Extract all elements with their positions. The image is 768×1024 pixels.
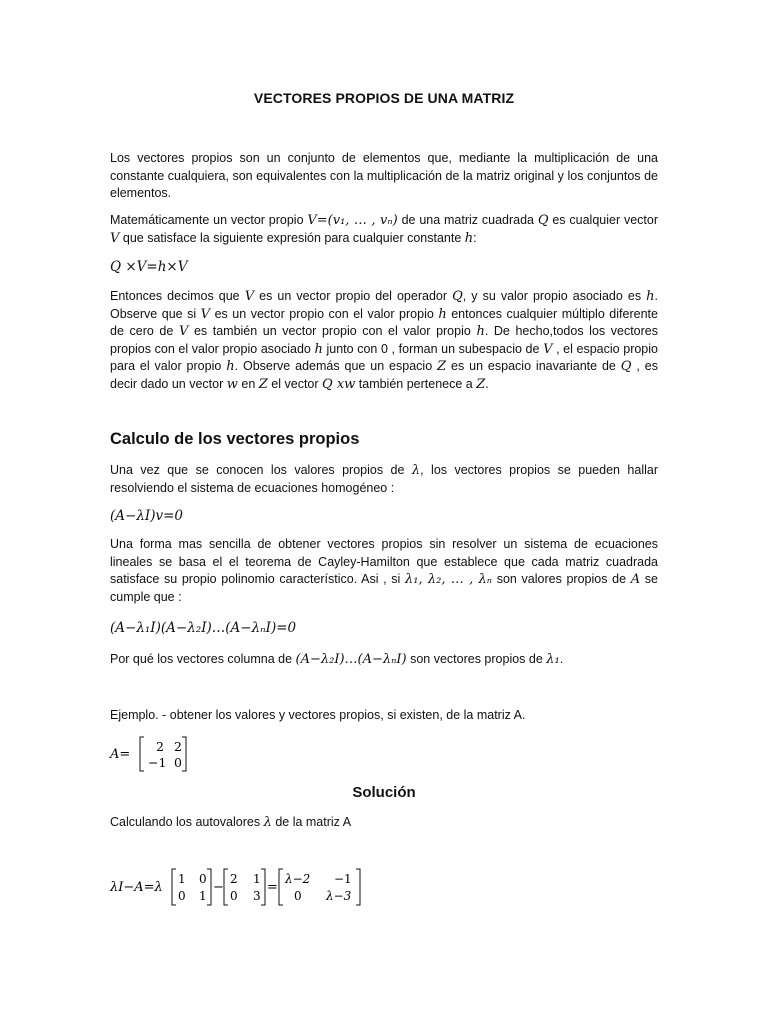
math-symbol: Z — [476, 376, 486, 392]
text: junto con 0 , forman un subespacio de — [326, 341, 540, 356]
matrix-cell: 0 — [294, 889, 302, 903]
vector-expression: V=(v₁, … , vₙ) — [307, 213, 398, 228]
text: Una forma mas sencilla de obtener vectores propios sin resolver un sistema de ecuaciones lineales se basa el el teorema de Cayley-Hamilton que establece que cada matriz cuadrada satisface su propio polinomio característico. Asi , si — [110, 537, 658, 587]
text: son valores propios de — [496, 572, 627, 587]
text: Una vez que se conocen los valores propios de — [110, 463, 405, 477]
math-symbol: h — [464, 230, 474, 246]
matrix-cell: 0 — [174, 755, 182, 770]
paragraph-example: Ejemplo. - obtener los valores y vectores propios, si existen, de la matriz A. — [110, 708, 526, 722]
text: de la matriz A — [275, 815, 352, 829]
math-symbol: A — [630, 572, 641, 588]
matrix-cell: 0 — [230, 889, 238, 903]
math-symbol: h — [226, 359, 235, 375]
text: . De hecho,todos los vectores propios con el valor propio asociado — [110, 324, 658, 356]
math-symbol: V — [178, 324, 189, 340]
text: : — [473, 230, 477, 245]
text: . — [559, 652, 564, 666]
matrix-cell: 1 — [199, 889, 207, 903]
paragraph-homogeneous — [110, 462, 658, 497]
text: es un vector propio del operador — [259, 289, 448, 303]
matrix-cell: 0 — [199, 872, 207, 886]
matrix-cell: 3 — [253, 889, 261, 903]
matrix-cell: 1 — [253, 872, 261, 886]
text: , los vectores propios se pueden hallar resolviendo el sistema de ecuaciones homogéneo : — [110, 463, 658, 495]
math-symbol: Q — [537, 213, 549, 228]
text: es un vector propio con el valor propio — [214, 306, 434, 321]
left-bracket — [279, 869, 283, 905]
matrix-cell: λ−3 — [326, 889, 352, 903]
matrix-cell: −1 — [148, 755, 167, 770]
math-symbol: (A−λ₂I)…(A−λₙI) — [295, 652, 407, 667]
math-symbol: λ₁, λ₂, … , λₙ — [405, 572, 493, 588]
math-symbol: λ — [411, 463, 421, 478]
solution-heading: Solución — [352, 784, 416, 801]
text: Calculando los autovalores — [110, 815, 261, 829]
text: . Observe además que un espacio — [234, 359, 433, 374]
math-symbol: V — [200, 306, 211, 322]
math-symbol: V — [543, 341, 553, 357]
matrix-cell: λ−2 — [285, 872, 311, 886]
math-symbol: Z — [258, 376, 268, 392]
text: , y su valor propio asociado es — [462, 289, 642, 303]
matrix-cell: 1 — [178, 872, 186, 886]
math-symbol: Q — [620, 359, 632, 375]
equation-product: (A−λ₁I)(A−λ₂I)…(A−λₙI)=0 — [110, 620, 297, 636]
text: . — [485, 376, 489, 391]
equals-sign: = — [267, 880, 278, 895]
matrix-a-label: A= — [110, 747, 131, 762]
text: . Observe que si — [110, 289, 658, 321]
right-bracket — [182, 737, 186, 771]
text: es un espacio inavariante de — [451, 359, 616, 374]
text: también pertenece a — [358, 376, 473, 391]
paragraph-columns — [110, 651, 658, 669]
matrix-cell: −1 — [334, 872, 352, 886]
matrix-cell: 2 — [230, 872, 238, 886]
text: se cumple que : — [110, 572, 658, 604]
text: en — [241, 376, 256, 391]
section-heading: Calculo de los vectores propios — [110, 430, 360, 448]
text: que satisface la siguiente expresión para cualquier constante — [122, 230, 462, 245]
math-symbol: w — [226, 376, 238, 392]
equation-homogeneous: (A−λI)v=0 — [110, 508, 184, 524]
text: Por qué los vectores columna de — [110, 652, 293, 666]
math-symbol: h — [646, 289, 655, 304]
left-bracket — [224, 869, 228, 905]
equation-lhs: λI−A=λ — [110, 880, 163, 895]
text: es también un vector propio con el valor propio — [193, 324, 471, 339]
paragraph-definition — [110, 212, 658, 247]
left-bracket — [172, 869, 176, 905]
paragraph-intro: Los vectores propios son un conjunto de elementos que, mediante la multiplicación de una constante cualquiera, son equivalentes con la multiplicación de la matriz original y los conjuntos de elementos. — [110, 151, 658, 201]
text: de una matriz cuadrada — [401, 213, 534, 227]
text: es cualquier vector — [552, 213, 658, 227]
math-symbol: h — [476, 324, 485, 340]
paragraph-cayley-hamilton — [110, 536, 658, 606]
math-symbol: λ — [263, 815, 272, 830]
right-bracket — [261, 869, 265, 905]
right-bracket — [207, 869, 211, 905]
page-title: VECTORES PROPIOS DE UNA MATRIZ — [253, 90, 515, 106]
math-symbol: Z — [437, 359, 447, 375]
text: Entonces decimos que — [110, 289, 240, 303]
equation-characteristic — [108, 866, 378, 908]
text: , el espacio propio para el valor propio — [110, 341, 658, 374]
text: entonces cualquier múltiplo diferente de cero de — [110, 306, 658, 339]
math-symbol: Q xw — [322, 376, 356, 392]
math-symbol: V — [110, 230, 120, 246]
matrix-cell: 0 — [178, 889, 186, 903]
math-symbol: λ₁ — [546, 652, 560, 667]
matrix-cell: 2 — [174, 739, 182, 754]
right-bracket — [356, 869, 360, 905]
equation-eigen: Q ×V=h×V — [110, 259, 188, 275]
text: el vector — [271, 376, 319, 391]
minus-sign: − — [213, 880, 224, 895]
math-symbol: h — [438, 306, 447, 322]
text: , es decir dado un vector — [110, 359, 658, 391]
left-bracket — [140, 737, 144, 771]
text: Matemáticamente un vector propio — [110, 213, 304, 227]
matrix-a — [108, 734, 208, 774]
text: son vectores propios de — [410, 652, 543, 666]
paragraph-observations — [110, 288, 658, 394]
math-symbol: V — [244, 289, 255, 304]
paragraph-autovalues — [110, 814, 658, 832]
math-symbol: h — [314, 341, 323, 357]
matrix-cell: 2 — [156, 739, 164, 754]
math-symbol: Q — [452, 289, 463, 304]
